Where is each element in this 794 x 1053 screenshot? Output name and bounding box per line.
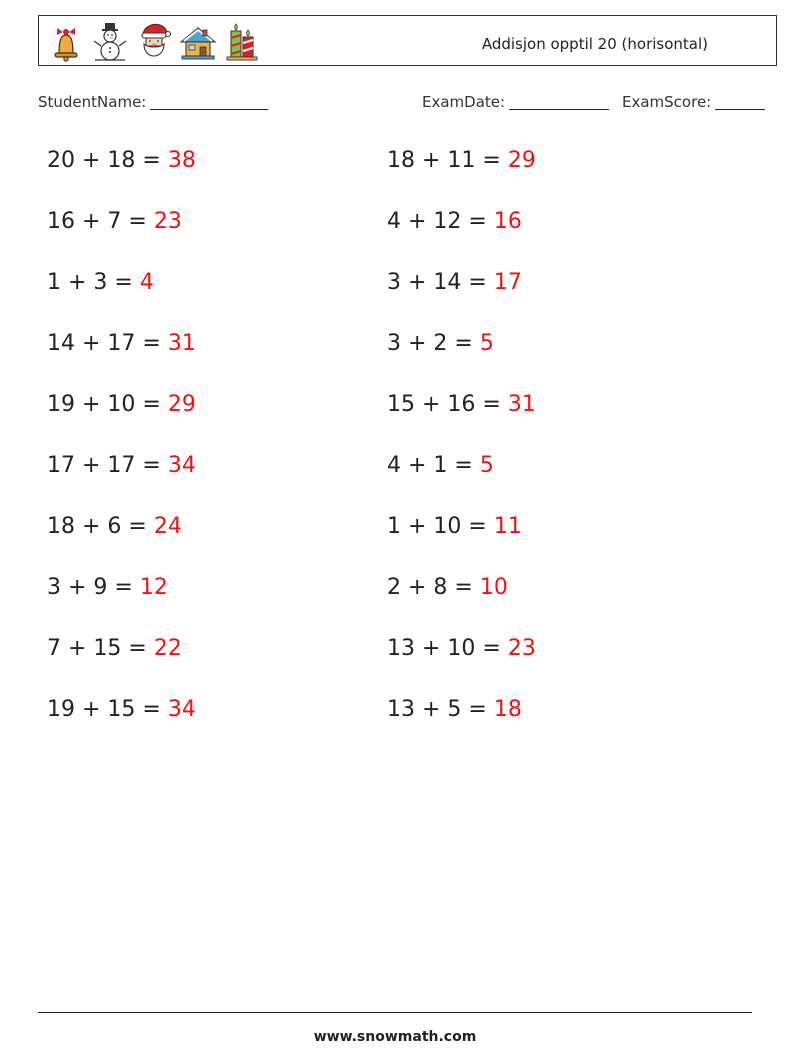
answer: 38 — [167, 148, 196, 173]
question: 3 + 9 = — [47, 575, 133, 600]
problem-18 — [387, 636, 536, 661]
question: 3 + 14 = — [387, 270, 487, 295]
problem-3 — [47, 209, 182, 234]
answer: 10 — [479, 575, 508, 600]
bell-icon — [47, 20, 85, 62]
question: 13 + 10 = — [387, 636, 501, 661]
answer: 31 — [507, 392, 536, 417]
question: 7 + 15 = — [47, 636, 147, 661]
answer: 34 — [167, 697, 196, 722]
answer: 22 — [153, 636, 182, 661]
question: 18 + 11 = — [387, 148, 501, 173]
answer: 24 — [153, 514, 182, 539]
question: 16 + 7 = — [47, 209, 147, 234]
exam-score-blank[interactable] — [715, 93, 765, 110]
snowman-icon — [91, 20, 129, 62]
exam-date-blank[interactable] — [509, 93, 609, 110]
snowy-house-icon — [179, 20, 217, 62]
problem-7 — [47, 331, 196, 356]
exam-score-label: ExamScore: — [622, 93, 712, 111]
answer: 23 — [507, 636, 536, 661]
problem-13 — [47, 514, 182, 539]
question: 20 + 18 = — [47, 148, 161, 173]
exam-date-field[interactable] — [422, 93, 609, 111]
question: 4 + 1 = — [387, 453, 473, 478]
problem-17 — [47, 636, 182, 661]
problem-4 — [387, 209, 522, 234]
question: 18 + 6 = — [47, 514, 147, 539]
student-name-field[interactable] — [38, 93, 268, 111]
answer: 5 — [479, 453, 494, 478]
exam-date-label: ExamDate: — [422, 93, 506, 111]
answer: 5 — [479, 331, 494, 356]
answer: 16 — [493, 209, 522, 234]
answer: 31 — [167, 331, 196, 356]
exam-score-field[interactable] — [622, 93, 765, 111]
worksheet-title: Addisjon opptil 20 (horisontal) — [481, 35, 708, 53]
santa-icon — [135, 20, 173, 62]
problem-5 — [47, 270, 154, 295]
footer-url[interactable]: www.snowmath.com — [313, 1029, 477, 1045]
answer: 12 — [139, 575, 168, 600]
question: 19 + 10 = — [47, 392, 161, 417]
student-name-label: StudentName: — [38, 93, 147, 111]
question: 1 + 3 = — [47, 270, 133, 295]
problem-15 — [47, 575, 168, 600]
question: 17 + 17 = — [47, 453, 161, 478]
problem-16 — [387, 575, 508, 600]
problem-14 — [387, 514, 522, 539]
question: 3 + 2 = — [387, 331, 473, 356]
problem-10 — [387, 392, 536, 417]
footer-divider — [38, 1012, 752, 1013]
problem-12 — [387, 453, 494, 478]
problem-11 — [47, 453, 196, 478]
answer: 17 — [493, 270, 522, 295]
answer: 29 — [507, 148, 536, 173]
question: 19 + 15 = — [47, 697, 161, 722]
answer: 11 — [493, 514, 522, 539]
problem-1 — [47, 148, 196, 173]
student-name-blank[interactable] — [150, 93, 268, 110]
answer: 18 — [493, 697, 522, 722]
question: 4 + 12 = — [387, 209, 487, 234]
problem-2 — [387, 148, 536, 173]
problem-6 — [387, 270, 522, 295]
answer: 29 — [167, 392, 196, 417]
answer: 23 — [153, 209, 182, 234]
problem-19 — [47, 697, 196, 722]
problem-20 — [387, 697, 522, 722]
question: 15 + 16 = — [387, 392, 501, 417]
question: 1 + 10 = — [387, 514, 487, 539]
question: 2 + 8 = — [387, 575, 473, 600]
problem-9 — [47, 392, 196, 417]
answer: 34 — [167, 453, 196, 478]
problem-8 — [387, 331, 494, 356]
header-icons — [47, 20, 261, 62]
question: 14 + 17 = — [47, 331, 161, 356]
question: 13 + 5 = — [387, 697, 487, 722]
worksheet-header — [38, 15, 777, 66]
answer: 4 — [139, 270, 154, 295]
candles-icon — [223, 20, 261, 62]
